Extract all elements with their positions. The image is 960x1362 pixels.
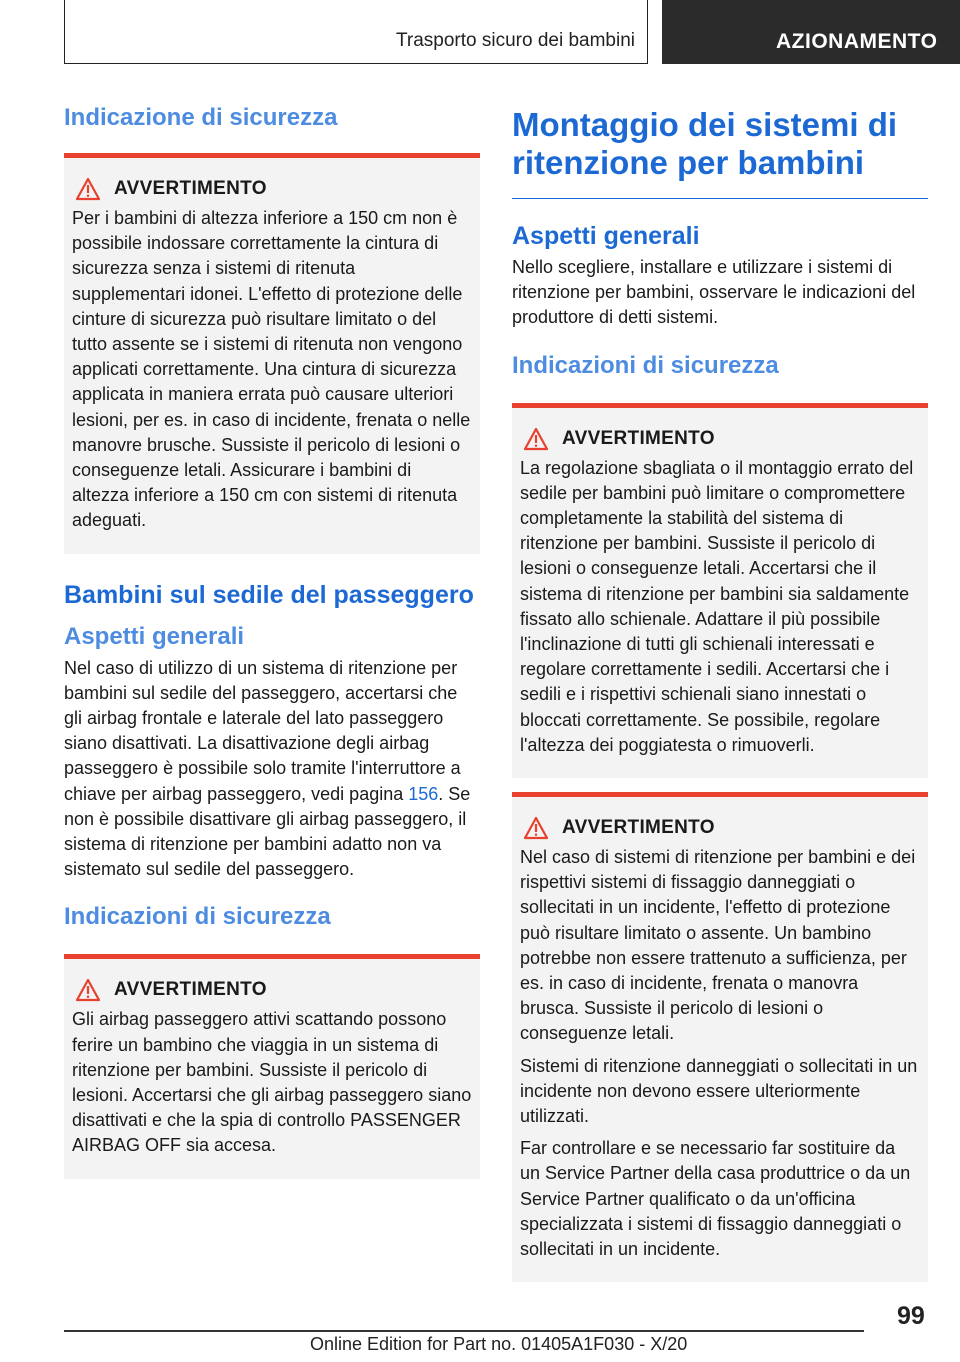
- warning-box: [512, 403, 928, 778]
- footer-divider: [64, 1330, 864, 1332]
- subheading-aspetti-generali: Aspetti generali: [64, 622, 245, 650]
- warning-text: Per i bambini di altezza inferiore a 150 cm non è possibile indossare correttamente la cintura di sicurezza senza i sistemi di ritenuta supplementari idonei. L'effetto di protezione delle cinture di sicurezza può risultare limitato o del tutto assente se i sistemi di ritenuta non vengono applicati correttamente. Una cintura di sicurezza applicata in maniera errata può causare ulteriori lesioni, per es. in caso di incidente, frenata o nelle manovre brusche. Sussiste il pericolo di lesioni o conseguenze letali. Assicurare i bambini di altezza inferiore a 150 cm con sistemi di ritenuta adeguati.: [72, 208, 471, 531]
- warning-triangle-icon: [74, 176, 114, 202]
- page-header: [0, 0, 960, 66]
- warning-box: [64, 954, 480, 1178]
- chapter-heading: Montaggio dei sistemi di ritenzione per bambini: [512, 96, 928, 199]
- warning-label: AVVERTIMENTO: [562, 817, 715, 839]
- right-column: [512, 96, 928, 1282]
- warning-text-3: Far controllare e se necessario far sostituire da un Service Partner della casa produttrice o da un Service Partner qualificato o da un'officina specializzata i sistemi di fissaggio danneggiati o sollecitati in un incidente.: [520, 1138, 911, 1260]
- subheading-indicazioni-sicurezza: Indicazioni di sicurezza: [64, 903, 331, 931]
- page-number: 99: [897, 1302, 925, 1330]
- header-chapter-title: Trasporto sicuro dei bambini: [395, 30, 635, 51]
- warning-box: [512, 792, 928, 1282]
- section-title-bambini-sedile: Bambini sul sedile del passeggero: [64, 580, 474, 609]
- section-aspetti-generali: Aspetti generali: [512, 222, 700, 250]
- header-section-label: AZIONAMENTO: [776, 30, 938, 53]
- paragraph-produttore: Nello scegliere, installare e utilizzare i sistemi di ritenzione per bambini, osservare le indicazioni del produttore di detti sistemi.: [512, 257, 916, 328]
- warning-text: Gli airbag passeggero attivi scattando possono ferire un bambino che viaggia in un sistema di ritenzione per bambini. Sussiste il pericolo di lesioni. Accertarsi che gli airbag passeggero siano disattivati e che la spia di controllo PASSENGER AIRBAG OFF sia accesa.: [72, 1009, 472, 1156]
- warning-header: [520, 815, 920, 841]
- paragraph-text: Nel caso di utilizzo di un sistema di ritenzione per bambini sul sedile del passeggero, accertarsi che gli airbag frontale e laterale del lato passeggero siano disattivati. La disattivazione degli airbag passeggero è possibile solo tramite l'interruttore a chiave per airbag passeggero, vedi pagina: [64, 657, 461, 804]
- paragraph-text-continued: . Se non è possibile disattivare gli airbag passeggero, il sistema di ritenzione per bambini adatto non va sistemato sul sedile del passeggero.: [64, 783, 471, 880]
- paragraph-passeggero: [64, 656, 480, 883]
- warning-box: [64, 153, 480, 554]
- warning-label: AVVERTIMENTO: [114, 178, 267, 199]
- warning-triangle-icon: [522, 815, 562, 841]
- warning-header: [72, 176, 472, 202]
- warning-header: [520, 426, 920, 452]
- warning-text-2: Sistemi di ritenzione danneggiati o sollecitati in un incidente non devono essere ulteriormente utilizzati.: [520, 1055, 918, 1127]
- footer-edition: Online Edition for Part no. 01405A1F030 - X/20: [310, 1334, 688, 1354]
- warning-triangle-icon: [74, 977, 114, 1003]
- warning-header: [72, 977, 472, 1003]
- header-section-box: [662, 0, 960, 64]
- warning-text-1: Nel caso di sistemi di ritenzione per bambini e dei rispettivi sistemi di fissaggio danneggiati o sollecitati in un incidente, l'effetto di protezione può risultare limitato o assente. Un bambino potrebbe non essere trattenuto a sufficienza, per es. in caso di incidente, frenata o manovra brusca. Sussiste il pericolo di lesioni o conseguenze letali.: [520, 847, 916, 1044]
- page-reference-link[interactable]: 156: [408, 783, 439, 804]
- warning-triangle-icon: [522, 426, 562, 452]
- warning-text: La regolazione sbagliata o il montaggio errato del sedile per bambini può limitare o compromettere completamente la stabilità del sistema di ritenzione per bambini. Sussiste il pericolo di lesioni o conseguenze letali. Accertarsi che il sistema di ritenzione per bambini sia saldamente fissato allo schienale. Adattare il più possibile l'inclinazione di tutti gli schienali interessati e regolare correttamente i sedili. Accertarsi che i sedili e i rispettivi schienali siano innestati o bloccati correttamente. Se possibile, regolare l'altezza dei poggiatesta o rimuoverli.: [520, 457, 914, 755]
- header-chapter-box: [64, 0, 648, 64]
- heading-indicazione-sicurezza: Indicazione di sicurezza: [64, 104, 338, 131]
- left-column: [64, 96, 480, 1179]
- warning-label: AVVERTIMENTO: [562, 427, 715, 449]
- subheading-indicazioni-sicurezza: Indicazioni di sicurezza: [512, 351, 779, 379]
- warning-label: AVVERTIMENTO: [114, 979, 267, 1001]
